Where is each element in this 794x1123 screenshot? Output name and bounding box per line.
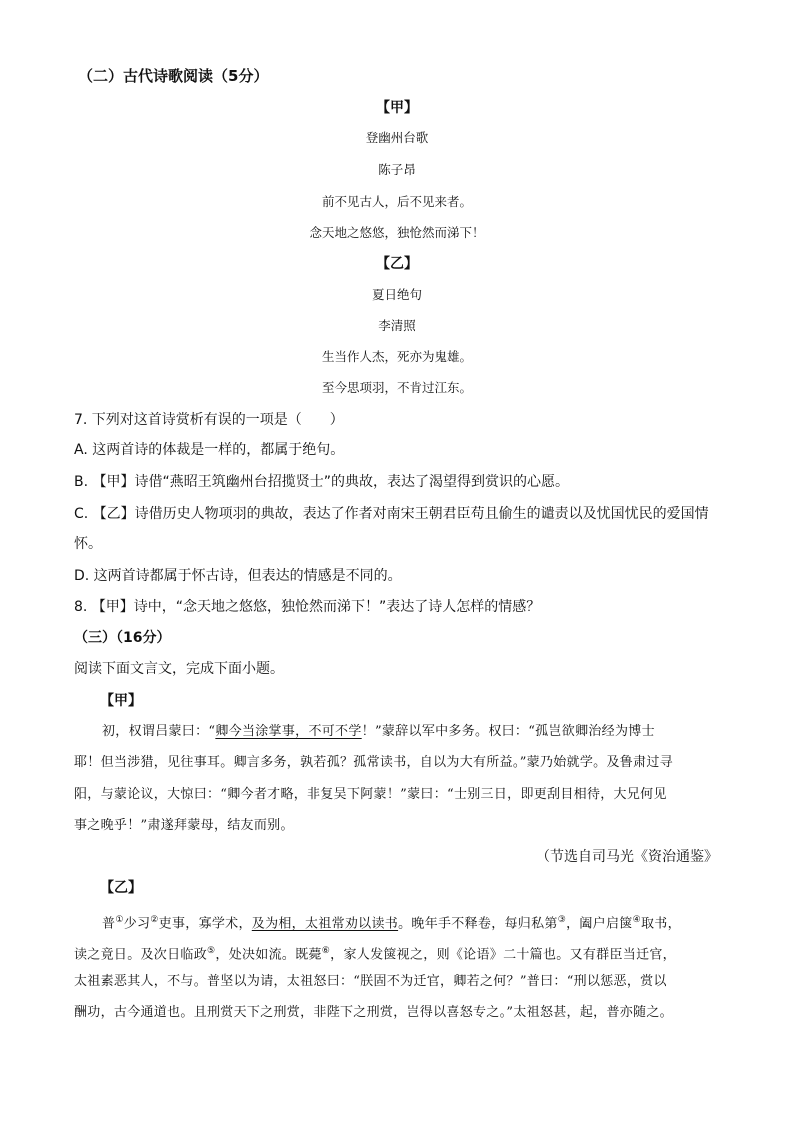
passage-b-text: 吏事，寡学术， (158, 916, 252, 932)
footnote-marker: ② (150, 915, 159, 925)
section-heading-poetry: （二）古代诗歌阅读（5分） (78, 67, 269, 85)
passage-a-line-4: 事之晚乎！”肃遂拜蒙母，结友而别。 (74, 818, 294, 833)
passage-a-underlined-sentence: 卿今当涂掌事，不可不学 (215, 724, 362, 739)
passage-b-text: ，家人发箧视之，则《论语》二十篇也。又有群臣当迁官， (330, 947, 676, 963)
poem-b-line-2: 至今思项羽，不肯过江东。 (321, 380, 472, 395)
passage-b-text: ，阖户启箧 (566, 916, 633, 932)
question-7-option-c: C. 【乙】诗借历史人物项羽的典故，表达了作者对南宋王朝君臣苟且偷生的谴责以及忧国忧民的爱国情 (74, 506, 709, 522)
footnote-marker: ③ (557, 915, 567, 925)
poem-a-line-2: 念天地之悠悠，独怆然而涕下！ (309, 225, 485, 240)
passage-b-line-3: 太祖素恶其人，不与。普坚以为请，太祖怒曰：“朕固不为迁官，卿若之何？”普曰：“刑以惩恶，赏以 (74, 974, 667, 989)
footnote-marker: ① (115, 915, 124, 925)
passage-b-text: 少习 (123, 916, 151, 932)
question-7-option-b: B. 【甲】诗借“燕昭王筑幽州台招揽贤士”的典故，表达了渴望得到赏识的心愿。 (74, 474, 570, 490)
passage-b-text: ，处决如流。既薨 (215, 947, 322, 963)
poem-b-tag: 【乙】 (376, 256, 418, 272)
passage-b-text: 普 (102, 916, 116, 932)
poem-a-title: 登幽州台歌 (365, 130, 429, 145)
poem-a-line-1: 前不见古人，后不见来者。 (321, 194, 472, 209)
passage-b-text: 读之竟日。及次日临政 (74, 947, 208, 963)
footnote-marker: ⑥ (321, 946, 331, 956)
question-7-option-a: A. 这两首诗的体裁是一样的，都属于绝句。 (74, 442, 345, 458)
passage-a-line-2: 耶！但当涉猎，见往事耳。卿言多务，孰若孤？孤常读书，自以为大有所益。”蒙乃始就学。及鲁肃过寻 (74, 755, 673, 770)
question-7-option-d: D. 这两首诗都属于怀古诗，但表达的情感是不同的。 (74, 568, 402, 584)
poem-b-line-1: 生当作人杰，死亦为鬼雄。 (321, 349, 472, 364)
passage-a-source: （节选自司马光《资治通鉴》 (536, 849, 718, 865)
passage-b-text: 。晚年手不释卷，每归私第 (398, 916, 558, 932)
poem-a-tag: 【甲】 (376, 100, 418, 116)
passage-a-tag: 【甲】 (100, 693, 142, 709)
footnote-marker: ⑤ (207, 946, 216, 956)
poem-b-author: 李清照 (378, 318, 416, 333)
passage-b-underlined-sentence: 及为相，太祖常劝以读书 (251, 916, 399, 932)
question-7-option-c-continued: 怀。 (74, 536, 102, 552)
section-heading-classical: （三）（16分） (74, 630, 171, 646)
passage-b-line-4: 酬功，古今通道也。且刑赏天下之刑赏，非陛下之刑赏，岂得以喜怒专之。”太祖怒甚，起，普亦随之。 (74, 1005, 673, 1020)
passage-b-line-2 (74, 941, 676, 965)
poem-a-author: 陈子昂 (378, 162, 416, 177)
passage-b-line-1 (102, 910, 681, 934)
poem-b-title: 夏日绝句 (371, 287, 422, 302)
passage-a-line-3: 阳，与蒙论议，大惊曰：“卿今者才略，非复吴下阿蒙！”蒙曰：“士别三日，即更刮目相待，大兄何见 (74, 787, 667, 802)
passage-a-line-1: 初，权谓吕蒙曰：“卿今当涂掌事，不可不学！”蒙辞以军中多务。权曰：“孤岂欲卿治经为博士 (102, 724, 655, 739)
section-3-instruction: 阅读下面文言文，完成下面小题。 (74, 661, 284, 677)
footnote-marker: ④ (632, 915, 641, 925)
passage-b-tag: 【乙】 (100, 880, 142, 896)
question-7-stem: 7. 下列对这首诗赏析有误的一项是（ ） (74, 412, 344, 428)
passage-b-text: 取书， (640, 916, 681, 932)
question-8: 8. 【甲】诗中，“念天地之悠悠，独怆然而涕下！”表达了诗人怎样的情感？ (74, 599, 541, 615)
